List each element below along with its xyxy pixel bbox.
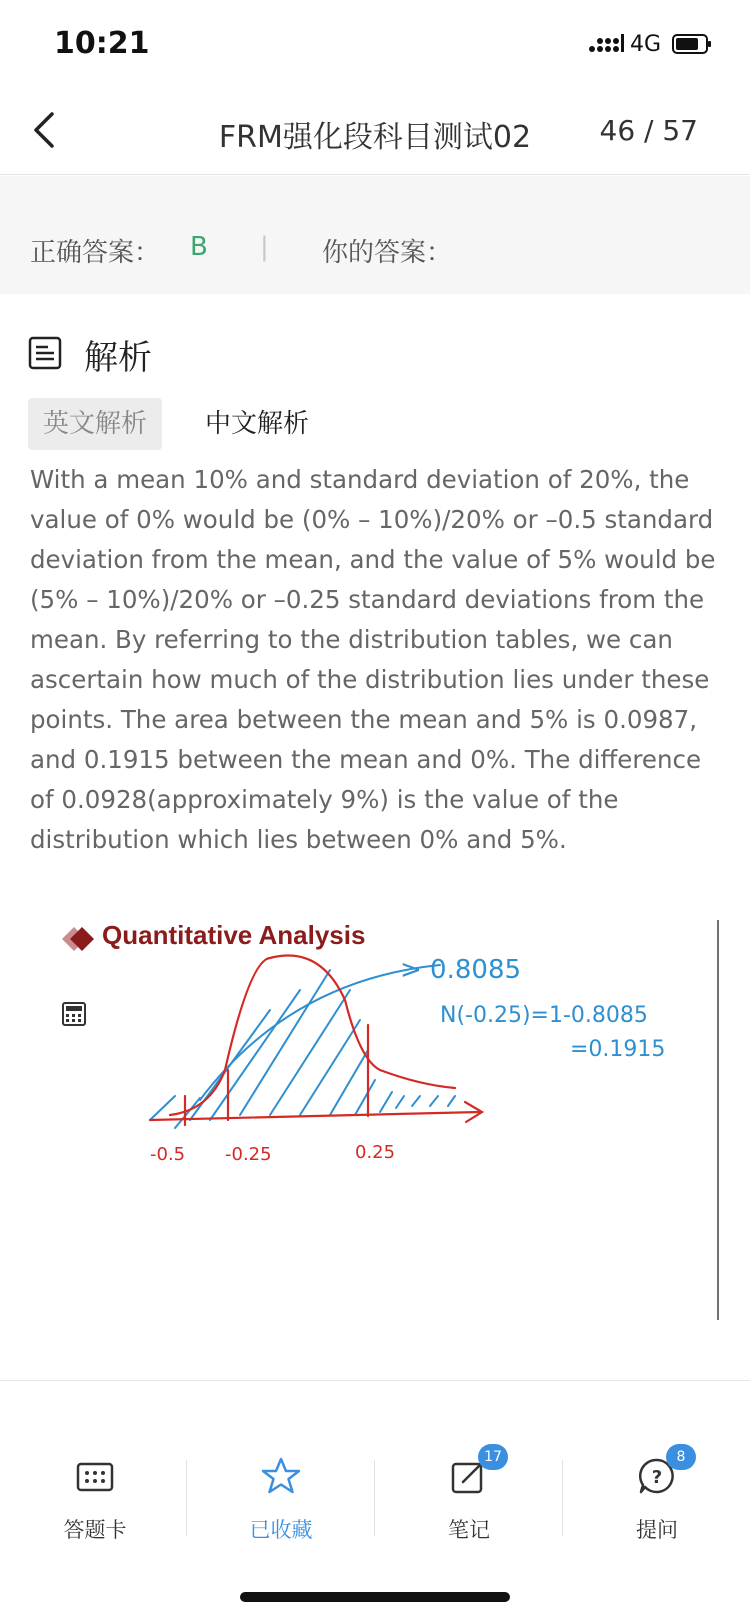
document-icon [28, 336, 62, 370]
favorite-button[interactable] [188, 1440, 374, 1550]
calculator-icon [62, 1002, 86, 1026]
bottom-divider [0, 1380, 750, 1381]
correct-answer-label: 正确答案： [30, 238, 161, 268]
svg-text:?: ? [651, 1467, 663, 1488]
analysis-title: 解析 [84, 338, 152, 378]
battery-icon [672, 34, 712, 54]
axis-label-1: -0.5 [150, 1144, 186, 1165]
qa-title: Quantitative Analysis [102, 920, 366, 950]
ask-question-label: 提问 [636, 1518, 678, 1542]
answer-card-label: 答题卡 [63, 1518, 127, 1542]
answer-panel [0, 176, 750, 294]
status-time: 10:21 [54, 26, 150, 61]
tab-english-analysis[interactable]: 英文解析 [28, 398, 162, 450]
home-indicator [240, 1592, 510, 1602]
axis-label-2: -0.25 [225, 1144, 272, 1165]
explanation-text: With a mean 10% and standard deviation of 20%, the value of 0% would be (0% – 10%)/20% or –0.5 standard deviation from the mean, and the value of 5% would be (5% – 10%)/20% or –0.25 standard deviations from the mean. By referring to the distribution tables, we can ascertain how much of the distribution lies under these points. The area between the mean and 5% is 0.0987, and 0.1915 between the mean and 0%. The difference of 0.0928(approximately 9%) is the value of the distribution which lies between 0% and 5%. [30, 465, 716, 854]
signal-icon [588, 32, 624, 54]
note-line-1: > 0.8085 [400, 955, 522, 985]
toolbar-separator [562, 1460, 563, 1536]
answer-card-button[interactable] [2, 1440, 188, 1550]
question-count-badge: 8 [666, 1444, 696, 1470]
page-title: FRM强化段科目测试02 [218, 120, 532, 155]
notes-label: 笔记 [448, 1518, 490, 1542]
notes-count-badge: 17 [478, 1444, 508, 1470]
qa-logo-icon [56, 924, 98, 954]
network-label: 4G [630, 32, 662, 57]
correct-answer-value: B [190, 232, 208, 262]
notes-button[interactable] [376, 1440, 562, 1550]
handwritten-notes-image [0, 920, 750, 1320]
star-icon [261, 1456, 301, 1496]
axis-label-3: 0.25 [355, 1142, 396, 1163]
note-line-2: N(-0.25)=1-0.8085 [440, 1003, 648, 1028]
answer-card-icon [75, 1456, 115, 1496]
blue-hatching [150, 965, 455, 1128]
explanation-image[interactable] [0, 920, 750, 1320]
note-line-3: =0.1915 [570, 1037, 666, 1062]
toolbar-separator [374, 1460, 375, 1536]
question-counter: 46 / 57 [599, 114, 698, 147]
back-arrow-icon[interactable] [24, 108, 68, 152]
ask-question-button[interactable] [564, 1440, 750, 1550]
your-answer-label: 你的答案： [322, 238, 453, 268]
tab-chinese-analysis[interactable]: 中文解析 [204, 409, 309, 439]
nav-bar [0, 88, 750, 175]
bottom-toolbar [0, 1440, 750, 1560]
status-bar [0, 0, 750, 88]
answer-divider: | [260, 232, 269, 262]
favorite-label: 已收藏 [249, 1518, 313, 1542]
toolbar-separator [186, 1460, 187, 1536]
